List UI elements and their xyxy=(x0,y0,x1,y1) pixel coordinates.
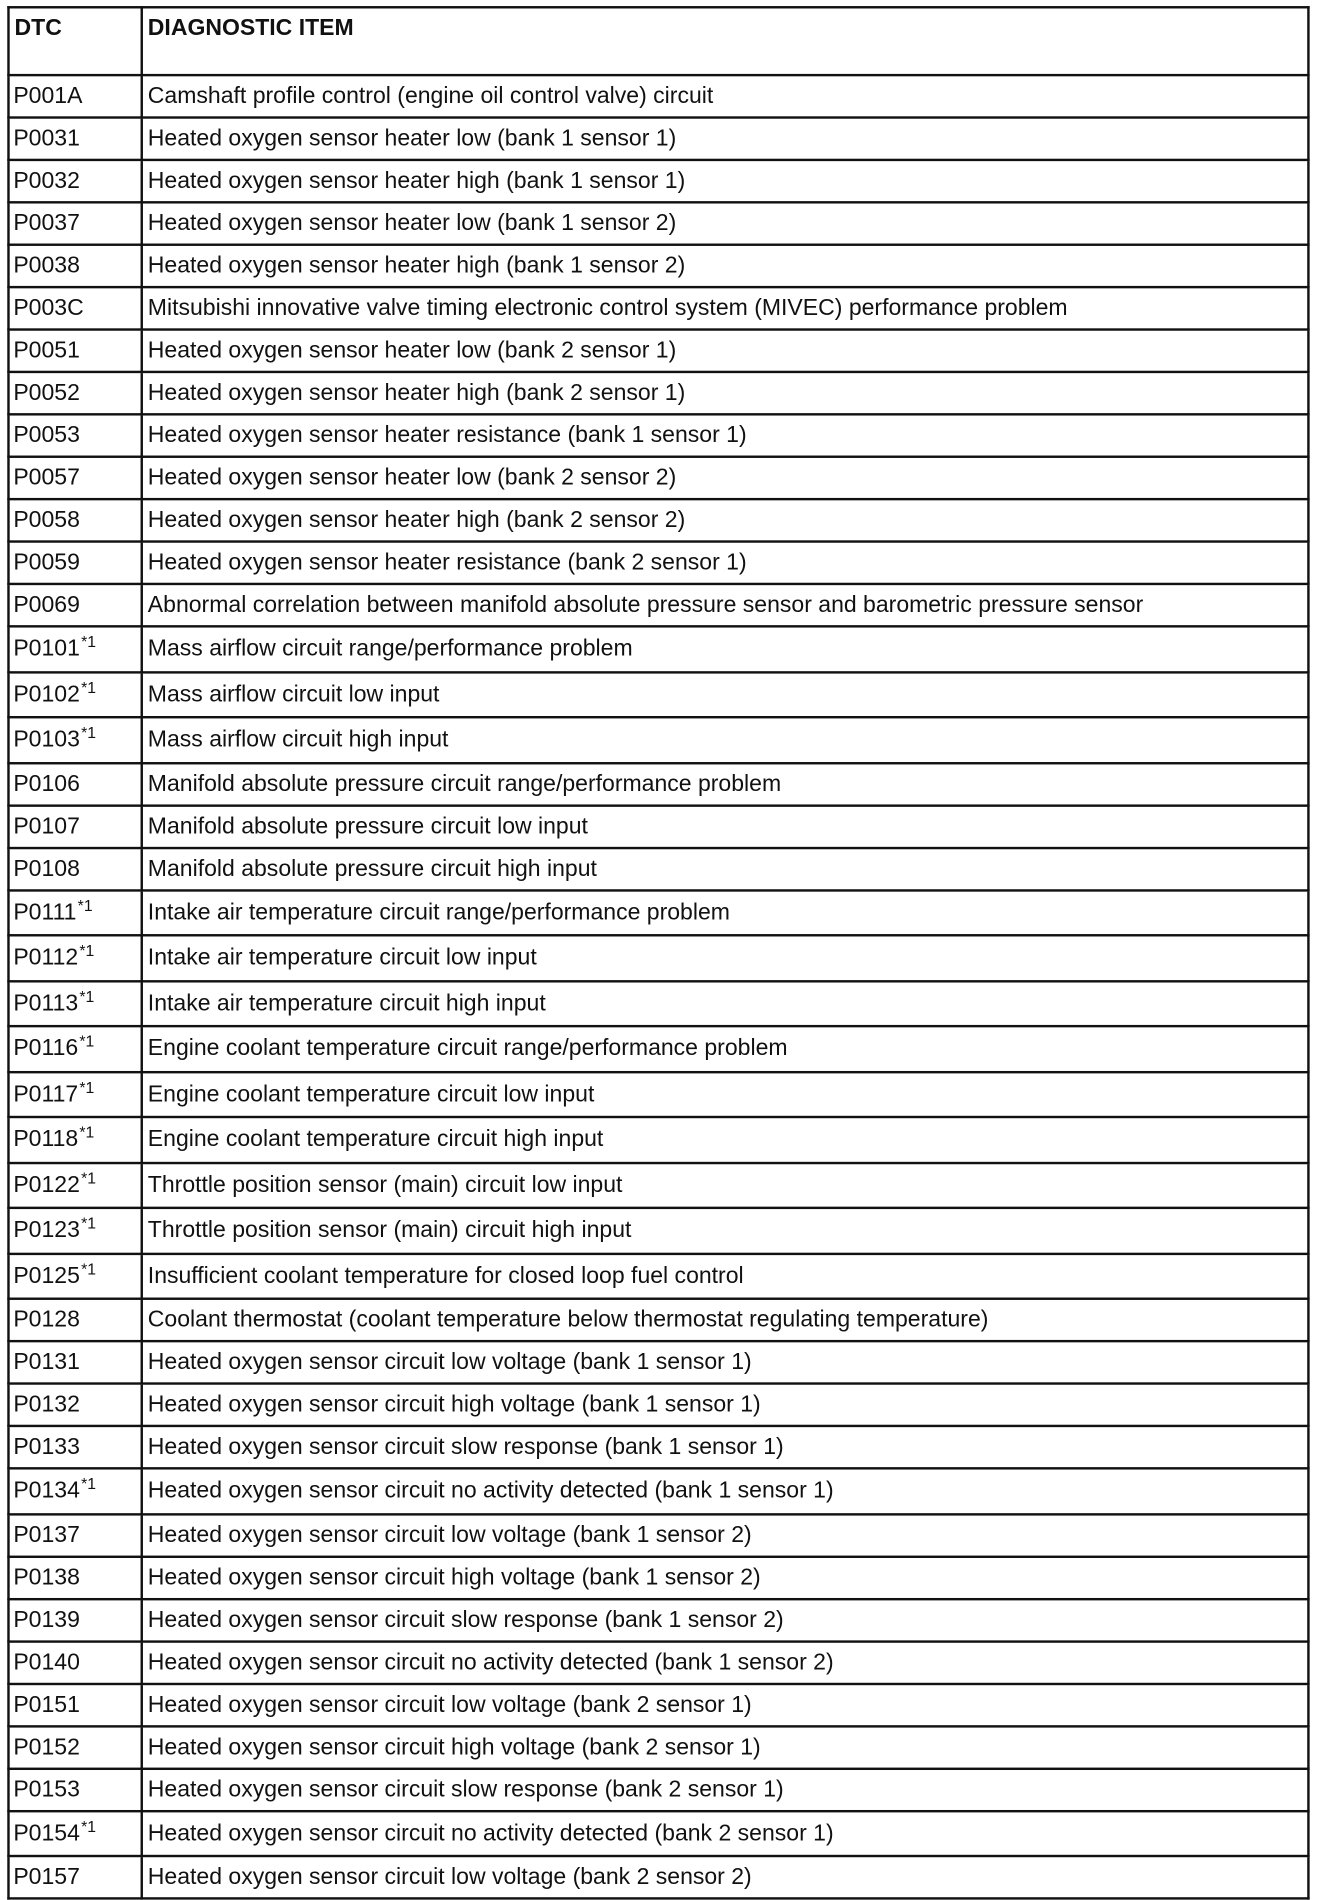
table-row xyxy=(8,1856,1308,1898)
table-row xyxy=(8,1072,1308,1117)
diagnostic-item-cell: Abnormal correlation between manifold absolute pressure sensor and barometric pressure sensor xyxy=(142,584,1309,626)
table-row xyxy=(8,1768,1308,1810)
table-row xyxy=(8,457,1308,499)
dtc-code-cell xyxy=(8,1162,141,1207)
table-row xyxy=(8,1811,1308,1856)
table-row xyxy=(8,626,1308,671)
table-row xyxy=(8,118,1308,160)
dtc-code: P0031 xyxy=(13,125,80,152)
dtc-code-cell xyxy=(8,202,141,244)
dtc-code: P0101 xyxy=(13,636,80,662)
diagnostic-item-cell: Heated oxygen sensor heater high (bank 2 sensor 2) xyxy=(142,499,1309,541)
footnote-mark: *1 xyxy=(81,632,97,651)
diagnostic-item-cell: Heated oxygen sensor heater low (bank 1 sensor 1) xyxy=(142,118,1309,160)
dtc-code-cell xyxy=(8,763,141,805)
dtc-code-cell xyxy=(8,935,141,980)
dtc-code: P0140 xyxy=(13,1649,80,1675)
dtc-code: P0125 xyxy=(13,1263,80,1289)
table-row xyxy=(8,584,1308,626)
diagnostic-item-cell: Camshaft profile control (engine oil control valve) circuit xyxy=(142,75,1309,117)
dtc-code-cell xyxy=(8,1514,141,1556)
table-row xyxy=(8,1426,1308,1468)
diagnostic-item-cell: Heated oxygen sensor heater resistance (bank 2 sensor 1) xyxy=(142,542,1309,584)
diagnostic-item-cell: Heated oxygen sensor heater low (bank 2 sensor 2) xyxy=(142,457,1309,499)
footnote-mark: *1 xyxy=(79,1077,95,1097)
dtc-code-cell xyxy=(8,717,141,762)
table-row xyxy=(8,75,1308,117)
dtc-code: P0053 xyxy=(13,422,80,449)
footnote-mark: *1 xyxy=(81,1474,97,1493)
diagnostic-item-cell: Heated oxygen sensor circuit slow response (bank 1 sensor 1) xyxy=(142,1426,1309,1468)
table-row xyxy=(8,717,1308,762)
dtc-code-cell xyxy=(8,890,141,935)
dtc-code-cell xyxy=(8,414,141,456)
dtc-code: P0154 xyxy=(13,1820,80,1847)
dtc-code-cell xyxy=(8,1384,141,1426)
dtc-code: P0132 xyxy=(13,1392,80,1418)
diagnostic-item-cell: Heated oxygen sensor circuit high voltage (bank 2 sensor 1) xyxy=(142,1726,1309,1768)
diagnostic-item-cell: Manifold absolute pressure circuit low input xyxy=(142,805,1309,847)
dtc-code-cell xyxy=(8,372,141,414)
diagnostic-item-cell: Heated oxygen sensor heater resistance (bank 1 sensor 1) xyxy=(142,414,1309,456)
dtc-code-cell xyxy=(8,1856,141,1898)
table-row xyxy=(8,414,1308,456)
footnote-mark: *1 xyxy=(79,1032,95,1051)
diagnostic-item-cell: Heated oxygen sensor circuit no activity detected (bank 1 sensor 1) xyxy=(142,1468,1309,1513)
table-row xyxy=(8,1599,1308,1641)
dtc-code: P0107 xyxy=(13,813,80,839)
dtc-code-cell xyxy=(8,330,141,372)
dtc-code: P0052 xyxy=(13,380,80,406)
diagnostic-item-cell: Heated oxygen sensor heater high (bank 2 sensor 1) xyxy=(142,372,1309,414)
footnote-mark: *1 xyxy=(81,1168,97,1187)
header-diagnostic-item: DIAGNOSTIC ITEM xyxy=(142,7,1309,75)
table-row xyxy=(8,1026,1308,1071)
dtc-code-cell xyxy=(8,1768,141,1810)
table-body xyxy=(8,75,1308,1898)
dtc-code-cell xyxy=(8,1341,141,1383)
diagnostic-item-cell: Heated oxygen sensor heater high (bank 1 sensor 2) xyxy=(142,245,1309,287)
dtc-code: P0123 xyxy=(13,1217,80,1244)
dtc-code: P0106 xyxy=(13,771,80,797)
diagnostic-item-cell: Heated oxygen sensor circuit no activity detected (bank 1 sensor 2) xyxy=(142,1641,1309,1683)
dtc-code: P0111 xyxy=(13,899,77,926)
diagnostic-item-cell: Heated oxygen sensor circuit slow response (bank 2 sensor 1) xyxy=(142,1768,1309,1810)
diagnostic-item-cell: Heated oxygen sensor circuit low voltage (bank 1 sensor 2) xyxy=(142,1514,1309,1556)
dtc-code-cell xyxy=(8,1072,141,1117)
diagnostic-item-cell: Heated oxygen sensor heater low (bank 2 sensor 1) xyxy=(142,330,1309,372)
table-row xyxy=(8,499,1308,541)
table-row xyxy=(8,805,1308,847)
diagnostic-item-cell: Intake air temperature circuit low input xyxy=(142,935,1309,980)
diagnostic-item-cell: Heated oxygen sensor heater low (bank 1 sensor 2) xyxy=(142,202,1309,244)
dtc-code: P0057 xyxy=(13,465,80,491)
dtc-code: P0117 xyxy=(13,1081,79,1108)
dtc-code-cell xyxy=(8,847,141,889)
dtc-code: P0032 xyxy=(13,168,80,194)
table-row xyxy=(8,672,1308,717)
table-row xyxy=(8,1253,1308,1298)
dtc-code: P0112 xyxy=(13,945,79,971)
footnote-mark: *1 xyxy=(81,678,97,697)
dtc-code-cell xyxy=(8,1683,141,1725)
dtc-code: P0102 xyxy=(13,681,80,708)
diagnostic-item-cell: Throttle position sensor (main) circuit high input xyxy=(142,1208,1309,1253)
dtc-code: P0103 xyxy=(13,727,80,753)
table-row xyxy=(8,372,1308,414)
table-row xyxy=(8,1299,1308,1341)
table-row xyxy=(8,1683,1308,1725)
table-row xyxy=(8,1641,1308,1683)
diagnostic-item-cell: Heated oxygen sensor circuit no activity detected (bank 2 sensor 1) xyxy=(142,1811,1309,1856)
diagnostic-item-cell: Throttle position sensor (main) circuit low input xyxy=(142,1162,1309,1207)
dtc-code-cell xyxy=(8,981,141,1026)
dtc-code: P0151 xyxy=(13,1691,80,1718)
diagnostic-item-cell: Mass airflow circuit low input xyxy=(142,672,1309,717)
dtc-code-cell xyxy=(8,160,141,202)
table-row xyxy=(8,1514,1308,1556)
dtc-code: P0137 xyxy=(13,1522,80,1548)
dtc-code: P0116 xyxy=(13,1036,79,1062)
table-row xyxy=(8,330,1308,372)
dtc-code-cell xyxy=(8,1726,141,1768)
table-row xyxy=(8,981,1308,1026)
dtc-code-cell xyxy=(8,1641,141,1683)
dtc-code-cell xyxy=(8,542,141,584)
dtc-code: P001A xyxy=(13,83,83,110)
dtc-code-cell xyxy=(8,1556,141,1598)
dtc-code: P0037 xyxy=(13,210,80,237)
dtc-code-cell xyxy=(8,245,141,287)
dtc-code: P0138 xyxy=(13,1564,80,1591)
dtc-code: P0153 xyxy=(13,1776,80,1803)
diagnostic-item-cell: Insufficient coolant temperature for closed loop fuel control xyxy=(142,1253,1309,1298)
dtc-code-cell xyxy=(8,457,141,499)
diagnostic-item-cell: Intake air temperature circuit range/performance problem xyxy=(142,890,1309,935)
table-row xyxy=(8,1468,1308,1513)
footnote-mark: *1 xyxy=(81,723,97,742)
diagnostic-item-cell: Mass airflow circuit range/performance problem xyxy=(142,626,1309,671)
footnote-mark: *1 xyxy=(81,1259,97,1278)
dtc-code: P0051 xyxy=(13,338,80,364)
table-row xyxy=(8,1726,1308,1768)
diagnostic-item-cell: Heated oxygen sensor heater high (bank 1 sensor 1) xyxy=(142,160,1309,202)
dtc-code: P0038 xyxy=(13,253,80,279)
dtc-code-cell xyxy=(8,1208,141,1253)
dtc-code: P003C xyxy=(13,295,84,322)
dtc-code: P0058 xyxy=(13,507,80,534)
diagnostic-item-cell: Heated oxygen sensor circuit slow response (bank 1 sensor 2) xyxy=(142,1599,1309,1641)
table-row xyxy=(8,1341,1308,1383)
table-row xyxy=(8,847,1308,889)
dtc-code-cell xyxy=(8,1253,141,1298)
footnote-mark: *1 xyxy=(79,941,95,960)
footnote-mark: *1 xyxy=(81,1214,97,1233)
dtc-code-cell xyxy=(8,672,141,717)
dtc-code-cell xyxy=(8,584,141,626)
dtc-code: P0113 xyxy=(13,990,79,1017)
table-row xyxy=(8,542,1308,584)
diagnostic-item-cell: Heated oxygen sensor circuit high voltage (bank 1 sensor 2) xyxy=(142,1556,1309,1598)
footnote-mark: *1 xyxy=(81,1816,97,1836)
dtc-code-cell xyxy=(8,1426,141,1468)
dtc-code-cell xyxy=(8,1468,141,1513)
dtc-code-cell xyxy=(8,75,141,117)
diagnostic-item-cell: Manifold absolute pressure circuit range/performance problem xyxy=(142,763,1309,805)
table-row xyxy=(8,1117,1308,1162)
dtc-code-cell xyxy=(8,499,141,541)
table-row xyxy=(8,1556,1308,1598)
dtc-code: P0059 xyxy=(13,550,80,576)
diagnostic-item-cell: Heated oxygen sensor circuit low voltage (bank 1 sensor 1) xyxy=(142,1341,1309,1383)
dtc-code-cell xyxy=(8,1599,141,1641)
dtc-code: P0133 xyxy=(13,1434,80,1460)
diagnostic-item-cell: Heated oxygen sensor circuit low voltage (bank 2 sensor 1) xyxy=(142,1683,1309,1725)
diagnostic-item-cell: Mitsubishi innovative valve timing electronic control system (MIVEC) performance problem xyxy=(142,287,1309,329)
table-row xyxy=(8,245,1308,287)
dtc-code: P0069 xyxy=(13,592,80,618)
diagnostic-item-cell: Engine coolant temperature circuit range/performance problem xyxy=(142,1026,1309,1071)
dtc-code: P0128 xyxy=(13,1307,80,1333)
dtc-code: P0139 xyxy=(13,1607,80,1633)
dtc-code: P0108 xyxy=(13,855,80,882)
dtc-code: P0152 xyxy=(13,1734,80,1760)
diagnostic-item-cell: Coolant thermostat (coolant temperature below thermostat regulating temperature) xyxy=(142,1299,1309,1341)
table-row xyxy=(8,1162,1308,1207)
dtc-code-cell xyxy=(8,287,141,329)
dtc-code-cell xyxy=(8,118,141,160)
footnote-mark: *1 xyxy=(79,1123,95,1142)
footnote-mark: *1 xyxy=(79,987,95,1006)
diagnostic-item-cell: Engine coolant temperature circuit low input xyxy=(142,1072,1309,1117)
dtc-code: P0131 xyxy=(13,1349,80,1376)
dtc-code: P0134 xyxy=(13,1478,80,1504)
diagnostic-item-cell: Heated oxygen sensor circuit low voltage (bank 2 sensor 2) xyxy=(142,1856,1309,1898)
table-row xyxy=(8,935,1308,980)
table-row xyxy=(8,287,1308,329)
footnote-mark: *1 xyxy=(77,896,93,915)
diagnostic-item-cell: Heated oxygen sensor circuit high voltage (bank 1 sensor 1) xyxy=(142,1384,1309,1426)
dtc-code: P0157 xyxy=(13,1864,80,1890)
dtc-code-cell xyxy=(8,626,141,671)
diagnostic-item-cell: Mass airflow circuit high input xyxy=(142,717,1309,762)
diagnostic-item-cell: Engine coolant temperature circuit high input xyxy=(142,1117,1309,1162)
table-row xyxy=(8,160,1308,202)
table-row xyxy=(8,1384,1308,1426)
header-dtc: DTC xyxy=(8,7,141,75)
dtc-code-cell xyxy=(8,1026,141,1071)
dtc-code: P0118 xyxy=(13,1126,79,1153)
dtc-code-cell xyxy=(8,1117,141,1162)
dtc-code-cell xyxy=(8,1299,141,1341)
dtc-code-cell xyxy=(8,1811,141,1856)
table-row xyxy=(8,202,1308,244)
table-row xyxy=(8,1208,1308,1253)
diagnostic-item-cell: Intake air temperature circuit high input xyxy=(142,981,1309,1026)
diagnostic-item-cell: Manifold absolute pressure circuit high input xyxy=(142,847,1309,889)
dtc-code-cell xyxy=(8,805,141,847)
table-header-row xyxy=(8,7,1308,75)
table-row xyxy=(8,890,1308,935)
dtc-table xyxy=(7,6,1309,1900)
table-row xyxy=(8,763,1308,805)
dtc-code: P0122 xyxy=(13,1172,80,1198)
